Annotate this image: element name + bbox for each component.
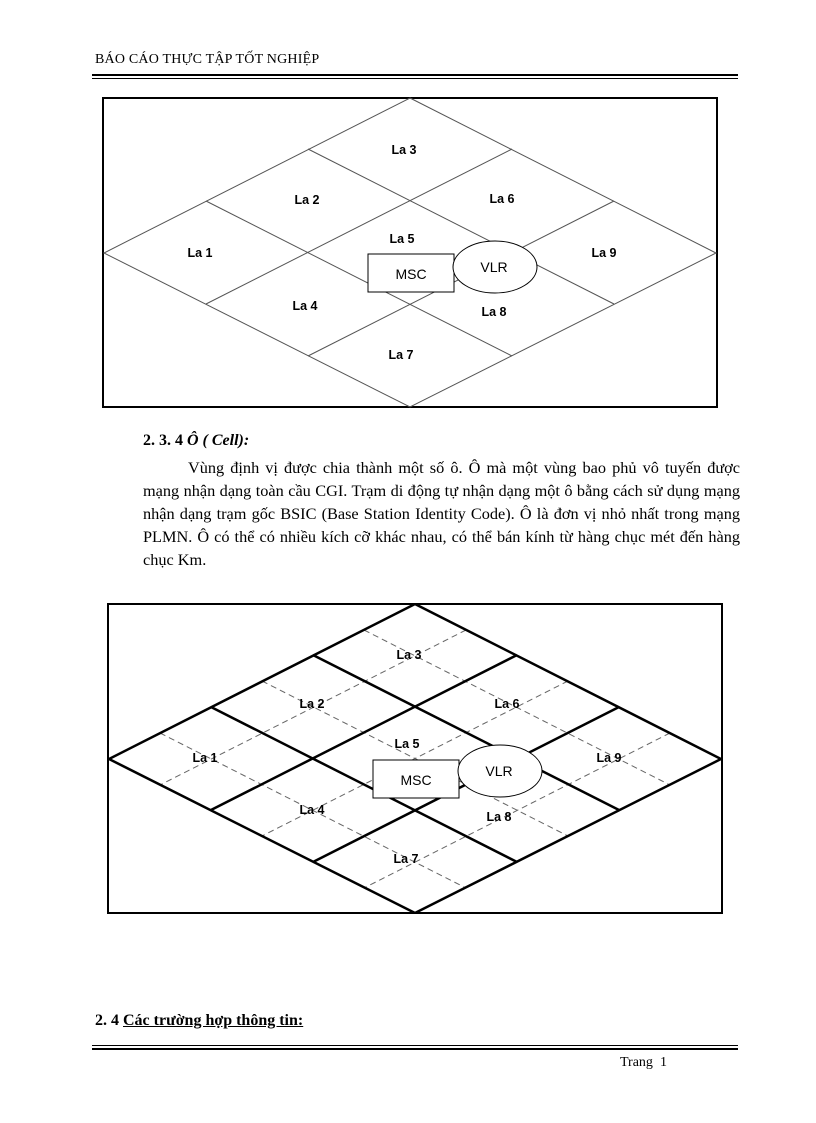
footer-rule-thin [92, 1045, 738, 1046]
page-number [620, 1055, 667, 1071]
msc-label: MSC [395, 266, 427, 282]
area-label-7: La 7 [393, 852, 419, 866]
vlr-label: VLR [480, 259, 508, 275]
area-label-9: La 9 [596, 751, 622, 765]
cell-description-paragraph: Vùng định vị được chia thành một số ô. Ô mà một vùng bao phủ vô tuyến được mạng nhận dạng toàn cầu CGI. Trạm di động tự nhận dạng một ô bằng cách sử dụng mạng nhận dạng trạm gốc BSIC (Base Station Identity Code). Ô là đơn vị nhỏ nhất trong mạng PLMN. Ô có thể có nhiều kích cỡ khác nhau, có thể bán kính từ hàng chục mét đến hàng chục Km. [143, 458, 740, 569]
area-label-8: La 8 [486, 810, 512, 824]
msc-label: MSC [400, 772, 432, 788]
area-label-4: La 4 [292, 299, 318, 313]
page-header-title: BÁO CÁO THỰC TẬP TỐT NGHIỆP [95, 52, 320, 67]
footer-rule-thick [92, 1048, 738, 1050]
section-title: Các trường hợp thông tin: [123, 1012, 304, 1029]
area-label-6: La 6 [494, 697, 520, 711]
location-area-diagram [102, 97, 718, 408]
area-label-4: La 4 [299, 803, 325, 817]
section-heading-2-3-4 [143, 432, 249, 450]
area-label-3: La 3 [396, 648, 422, 662]
area-label-1: La 1 [192, 751, 218, 765]
area-label-6: La 6 [489, 192, 515, 206]
area-label-2: La 2 [299, 697, 325, 711]
section-title: Ô ( Cell): [187, 432, 250, 449]
area-label-2: La 2 [294, 193, 320, 207]
area-label-7: La 7 [388, 348, 414, 362]
area-label-5: La 5 [394, 737, 420, 751]
vlr-label: VLR [485, 763, 513, 779]
header-rule-thin [92, 78, 738, 79]
section-number: 2. 3. 4 [143, 432, 183, 449]
section-number: 2. 4 [95, 1012, 119, 1029]
page-label: Trang [620, 1055, 653, 1070]
section-heading-2-4 [95, 1012, 303, 1030]
area-label-3: La 3 [391, 143, 417, 157]
area-label-5: La 5 [389, 232, 415, 246]
cell-grid-diagram [107, 603, 723, 914]
header-rule-thick [92, 74, 738, 76]
area-label-1: La 1 [187, 246, 213, 260]
page-number-value: 1 [659, 1055, 667, 1070]
area-label-9: La 9 [591, 246, 617, 260]
area-label-8: La 8 [481, 305, 507, 319]
